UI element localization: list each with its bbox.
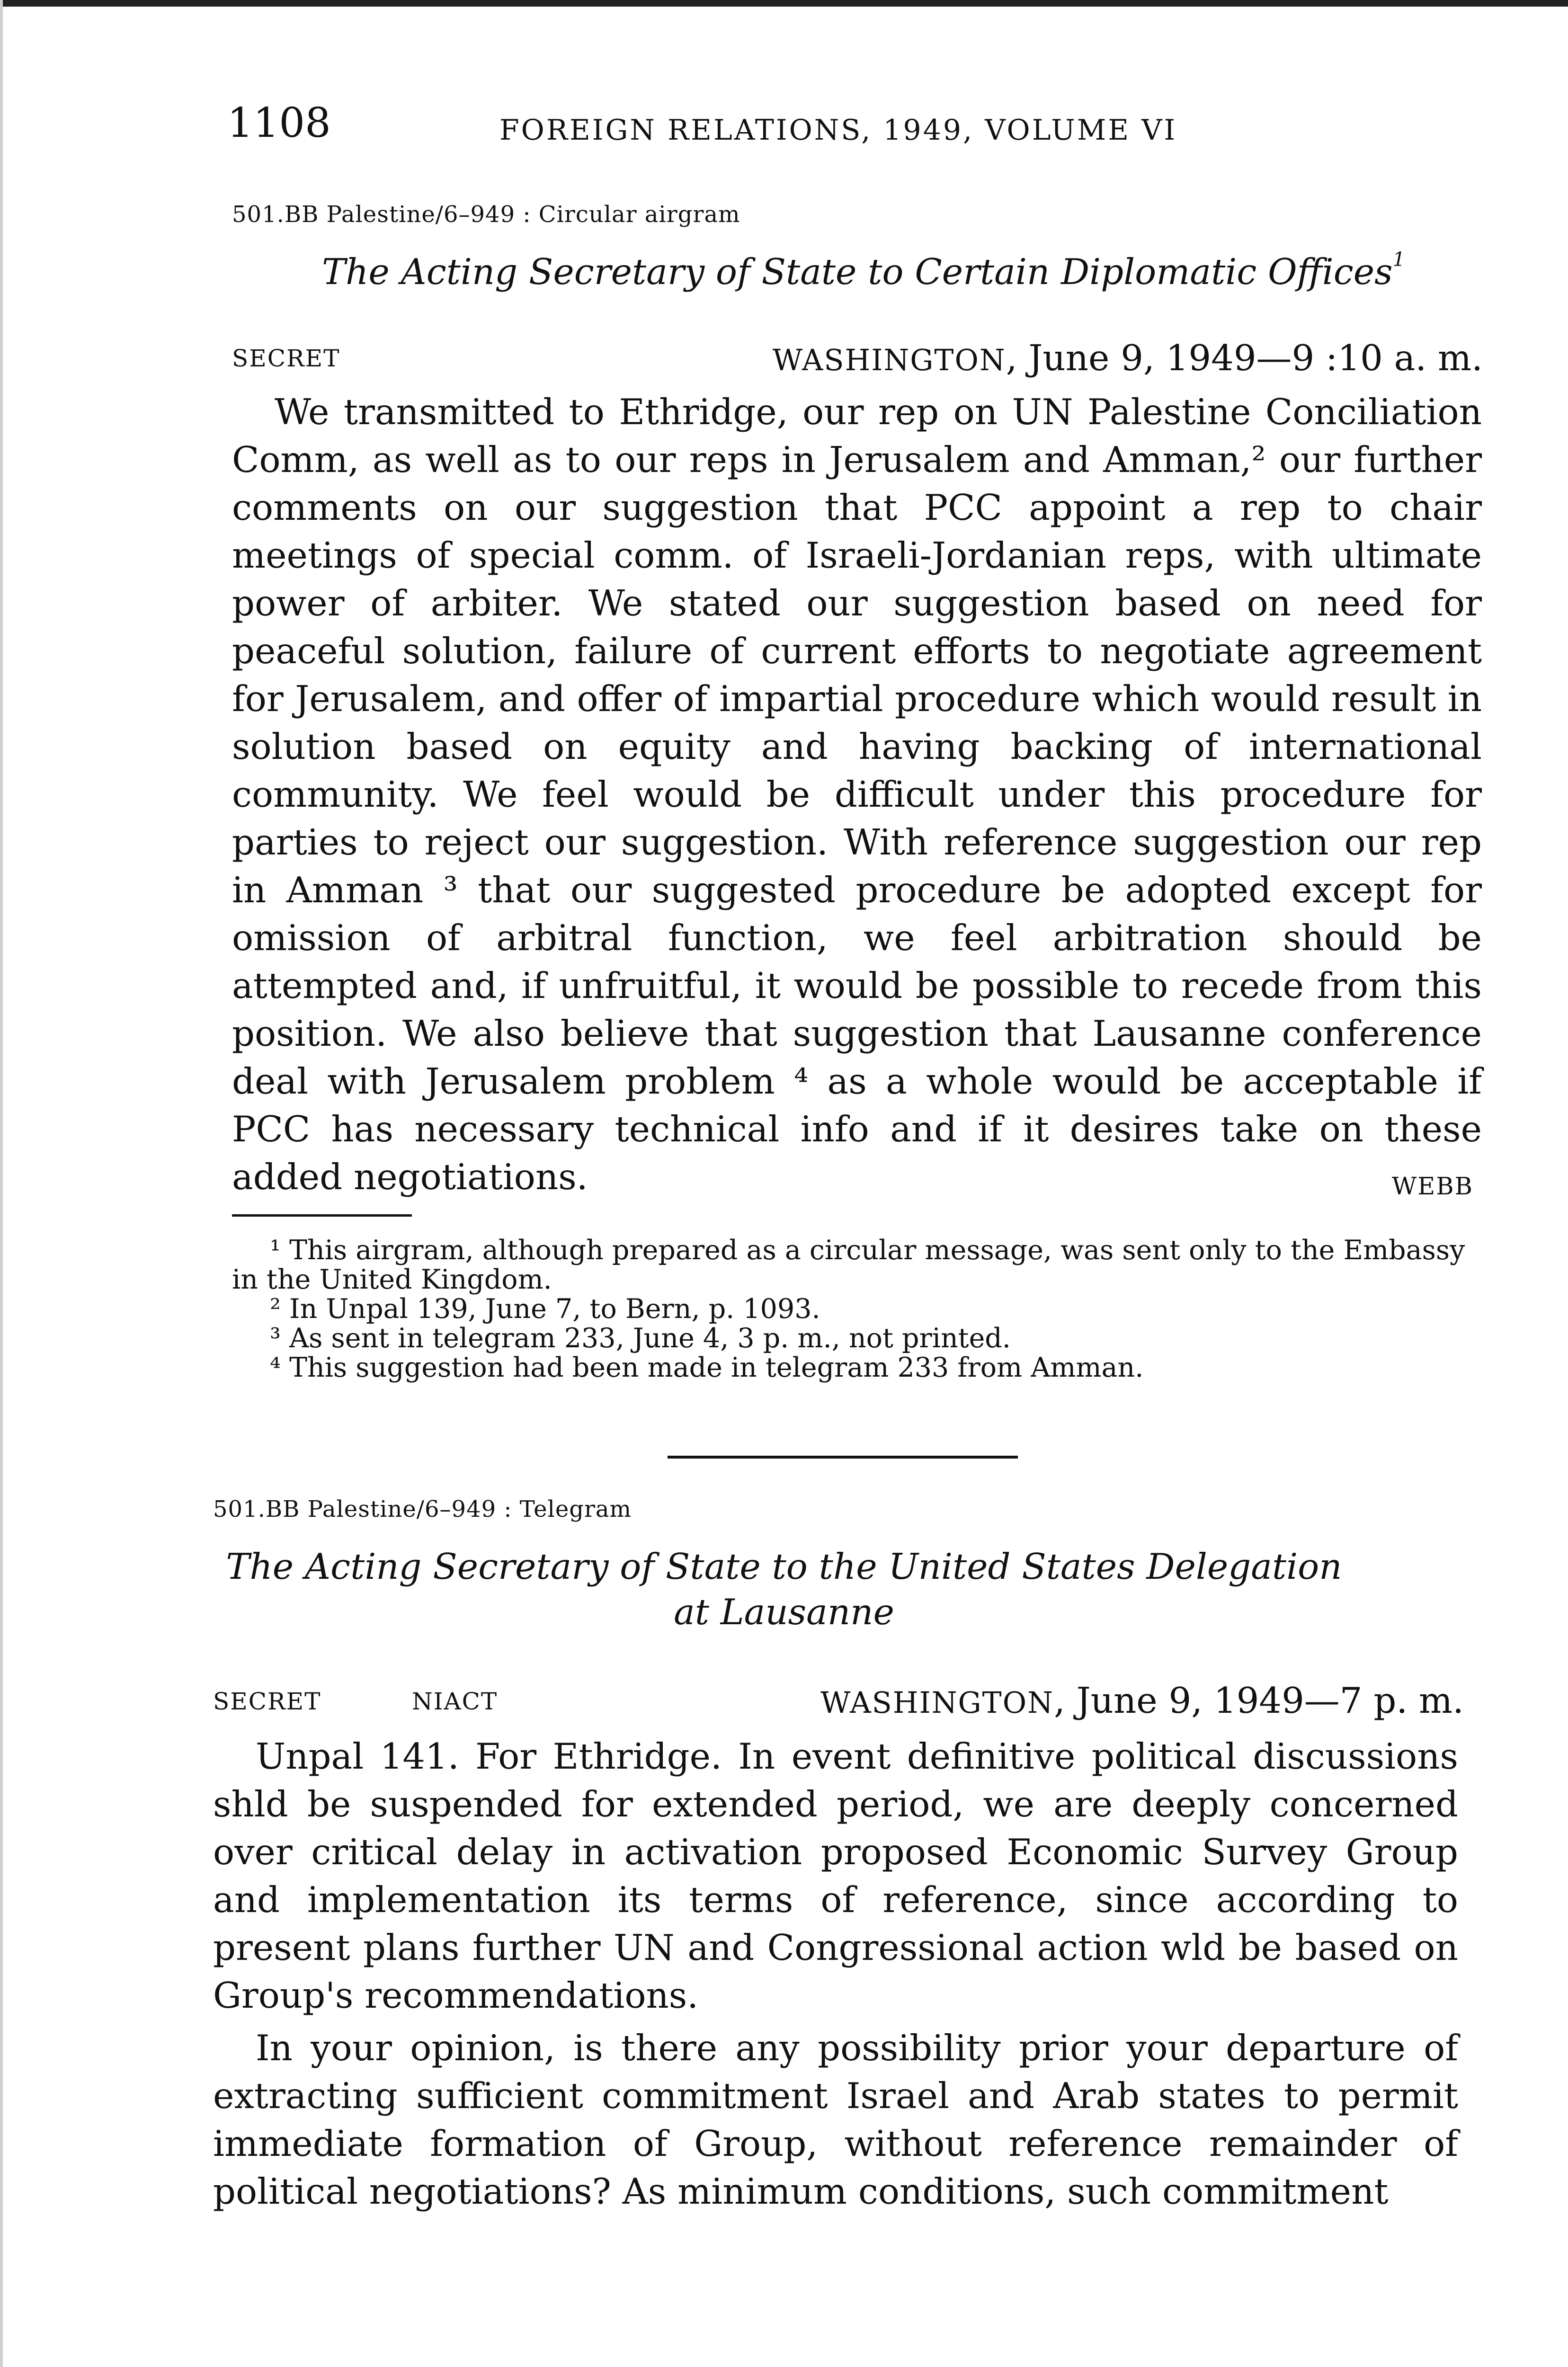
doc2-dateline-place: WASHINGTON [820,1686,1054,1720]
doc2-file-reference: 501.BB Palestine/6–949 : Telegram [213,1496,632,1522]
footnote-1: ¹ This airgram, although prepared as a circular message, was sent only to the Embassy in the United Kingdom. [232,1235,1465,1295]
doc1-classification: SECRET [232,345,340,372]
doc2-title [0,1546,1568,1633]
doc1-paragraph: We transmitted to Ethridge, our rep on UN Palestine Conciliation Comm, as well as to our reps in Jerusalem and Amman,² our further comments on our suggestion that PCC appoint a rep to chair meetings of special comm. of Israeli-Jordanian reps, with ultimate power of arbiter. We stated our suggestion based on need for peaceful solution, failure of current efforts to negotiate agreement for Jerusalem, and offer of impartial procedure which would result in solution based on equity and having backing of international community. We feel would be difficult under this procedure for parties to reject our suggestion. With reference suggestion our rep in Amman ³ that our suggested procedure be adopted except for omission of arbitral function, we feel arbitration should be attempted and, if unfruitful, it would be possible to recede from this position. We also believe that suggestion that Lausanne conference deal with Jerusalem problem ⁴ as a whole would be acceptable if PCC has necessary technical info and if it desires take on these added negotiations. [232,391,1482,1198]
doc1-footnotes [232,1236,1472,1382]
doc2-paragraph-1: Unpal 141. For Ethridge. In event definitive political discussions shld be suspended for extended period, we are deeply concerned over critical delay in activation proposed Economic Survey Group and implementation its terms of reference, since according to present plans further UN and Congressional action wld be based on Group's recommendations. [213,1735,1458,2016]
doc1-file-reference: 501.BB Palestine/6–949 : Circular airgram [232,201,740,228]
doc1-signature-text: WEBB [1391,1172,1473,1200]
doc2-classification: SECRET [213,1688,321,1715]
doc1-title-footnote-ref: 1 [1392,248,1405,271]
doc2-title-line1: The Acting Secretary of State to the United States Delegation [226,1546,1342,1587]
doc1-title [322,248,1405,293]
doc2-dateline-date: , June 9, 1949—7 p. m. [1053,1680,1464,1721]
document-separator-rule [668,1456,1018,1459]
doc2-paragraph-2: In your opinion, is there any possibility prior your departure of extracting sufficient commitment Israel and Arab states to permit immediate formation of Group, without reference remainder of political negotiations? As minimum conditions, such commitment [213,2027,1458,2212]
doc2-dateline [820,1680,1464,1721]
doc2-title-line2: at Lausanne [674,1591,894,1633]
doc1-body [232,388,1482,1201]
footnote-rule [232,1214,412,1217]
doc1-title-text: The Acting Secretary of State to Certain Diplomatic Offices [322,251,1393,293]
doc2-body [213,1733,1458,2216]
scan-top-border [0,0,1568,7]
doc1-dateline-place: WASHINGTON [772,343,1006,377]
doc1-dateline [773,337,1483,379]
page-number: 1108 [227,99,331,147]
footnote-3: ³ As sent in telegram 233, June 4, 3 p. m., not printed. [270,1323,1011,1354]
scan-left-border [0,0,3,2367]
doc1-dateline-date: , June 9, 1949—9 :10 a. m. [1006,337,1483,379]
footnote-4: ⁴ This suggestion had been made in telegram 233 from Amman. [270,1352,1144,1383]
running-title: FOREIGN RELATIONS, 1949, VOLUME VI [499,114,1177,147]
doc1-signature [1392,1167,1473,1201]
footnote-2: ² In Unpal 139, June 7, to Bern, p. 1093. [270,1293,820,1325]
doc2-precedence: NIACT [412,1688,498,1715]
